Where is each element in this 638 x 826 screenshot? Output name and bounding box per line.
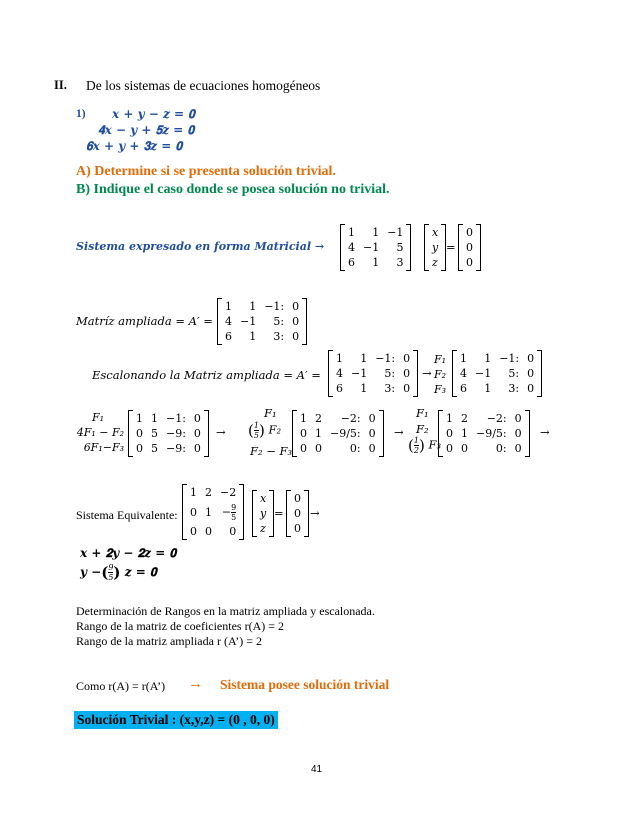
- question-a: A) Determine si se presenta solución trivial.: [76, 164, 336, 179]
- augmented-matrix: 1 1 −1: 0 4 −1 5: 0 6 1 3: 0: [217, 298, 307, 345]
- equivalente-label: Sistema Equivalente:: [76, 508, 178, 522]
- arrow-icon: →: [422, 366, 432, 380]
- problem-number: 1): [76, 108, 86, 120]
- rangos-line2: Rango de la matriz de coeficientes r(A) = 2: [76, 619, 285, 633]
- escalonando-matrix: 1 1 −1: 0 4 −1 5: 0 6 1 3: 0: [328, 350, 418, 397]
- conclusion-text: Sistema posee solución trivial: [220, 677, 390, 692]
- step2-arrow-icon: →: [394, 425, 404, 439]
- section-title: De los sistemas de ecuaciones homogéneos: [86, 78, 321, 93]
- zero-vector: 0 0 0: [458, 224, 481, 271]
- equation-3: 𝟔𝒙 + 𝒚 + 𝟑𝒛 = 𝟎: [86, 139, 183, 153]
- solution-highlight: Solución Trivial : (x,y,z) = (0 , 0, 0): [74, 711, 278, 729]
- step2-matrix: 1 2 −2: 0 0 1 −9/5: 0 0 0 0: 0: [292, 410, 384, 457]
- equivalente-arrow-icon: →: [310, 506, 320, 520]
- step1-arrow-icon: →: [216, 425, 226, 439]
- equation-1: 𝒙 + 𝒚 − 𝒛 = 𝟎: [112, 107, 195, 121]
- equivalente-vars-vector: 𝑥 𝑦 𝑧: [252, 490, 274, 537]
- step2-row3: 𝐹₂ − 𝐹₃: [250, 444, 293, 458]
- coefficient-matrix: 1 1 −1 4 −1 5 6 1 3: [340, 224, 411, 271]
- step1-matrix: 1 1 −1: 0 0 5 −9: 0 0 5 −9: 0: [128, 410, 209, 457]
- step3-arrow-icon: →: [540, 425, 550, 439]
- step3-row2: 𝐹₂: [416, 422, 429, 436]
- question-b: B) Indique el caso donde se posea solución no trivial.: [76, 182, 390, 197]
- equation-2: 𝟒𝒙 − 𝒚 + 𝟓𝒛 = 𝟎: [98, 123, 195, 137]
- row-labels: 𝐹₁ 𝐹₂ 𝐹₃: [434, 353, 447, 396]
- escalonando-label: 𝐸𝑠𝑐𝑎𝑙𝑜𝑛𝑎𝑛𝑑𝑜 𝑙𝑎 𝑀𝑎𝑡𝑟𝑖𝑧 𝑎𝑚𝑝𝑙𝑖𝑎𝑑𝑎 = 𝐴′ =: [92, 368, 321, 382]
- step2-row2: ( $\frac{1}{5}$ ) 𝐹₂: [248, 421, 282, 440]
- section-number: II.: [54, 78, 67, 92]
- matricial-label: 𝑺𝒊𝒔𝒕𝒆𝒎𝒂 𝒆𝒙𝒑𝒓𝒆𝒔𝒂𝒅𝒐 𝒆𝒏 𝒇𝒐𝒓𝒎𝒂 𝑴𝒂𝒕𝒓𝒊𝒄𝒊𝒂𝒍 →: [76, 240, 325, 253]
- conclusion-prefix: Como r(A) = r(A’): [76, 679, 166, 693]
- step3-matrix: 1 2 −2: 0 0 1 −9/5: 0 0 0 0: 0: [438, 410, 530, 457]
- escalonando-result-matrix: 1 1 −1: 0 4 −1 5: 0 6 1 3: 0: [452, 350, 542, 397]
- reduced-eq2: 𝒚 −( $\frac{9}{5}$ ) 𝒛 = 𝟎: [80, 563, 157, 582]
- rangos-line1: Determinación de Rangos en la matriz ampliada y escalonada.: [76, 604, 375, 618]
- equivalente-matrix: 1 2 −2 0 1 − $\frac{9}{5}$ 0 0 0: [182, 484, 244, 540]
- step1-row-labels: 𝐹₁ 4𝐹₁ − 𝐹₂ 6𝐹₁−𝐹₃: [76, 411, 124, 454]
- reduced-eq1: 𝒙 + 𝟐𝒚 − 𝟐𝒛 = 𝟎: [80, 546, 177, 560]
- conclusion-arrow-icon: →: [188, 676, 203, 692]
- rangos-line3: Rango de la matriz ampliada r (A’) = 2: [76, 634, 263, 648]
- document-page: II. De los sistemas de ecuaciones homogéneos 1) 𝒙 + 𝒚 − 𝒛 = 𝟎 𝟒𝒙 − 𝒚 + 𝟓𝒛 = 𝟎 𝟔𝒙 + 𝒚 + 𝟑𝒛 = 𝟎 A) Determine si se presenta solución trivial. B) Indique el caso donde se posea solución no trivial. 𝑺𝒊𝒔𝒕𝒆𝒎𝒂 𝒆𝒙𝒑𝒓𝒆𝒔𝒂𝒅𝒐 𝒆𝒏 𝒇𝒐𝒓𝒎𝒂 𝑴𝒂𝒕𝒓𝒊𝒄𝒊𝒂𝒍 → 1 1 −1 4 −1 5 6 1 3 𝑥 𝑦 𝑧 = 0 0 0 𝑀𝑎𝑡𝑟í𝑧 𝑎𝑚𝑝𝑙𝑖𝑎𝑑𝑎 = 𝐴′ = 1 1 −1: 0 4 −1 5: 0 6 1 3: 0 𝐸𝑠𝑐𝑎𝑙𝑜𝑛𝑎𝑛𝑑𝑜 𝑙𝑎 𝑀𝑎𝑡𝑟𝑖𝑧 𝑎𝑚𝑝𝑙𝑖𝑎𝑑𝑎 = 𝐴′ = 1 1 −1: 0 4 −1 5: 0 6 1 3: 0 → 𝐹₁ 𝐹₂ 𝐹₃ 1 1 −1: 0 4 −1 5: 0 6 1 3: 0 𝐹₁ 4𝐹₁ − 𝐹₂ 6𝐹₁−𝐹₃ 1 1 −1: 0 0 5 −9: 0 0 5 −9: 0 → 𝐹₁ ( $\frac{1}{5}$ ) 𝐹₂ 𝐹₂ − 𝐹₃ 1 2 −2: 0 0 1 −9/5: 0 0 0 0: 0 → 𝐹₁ 𝐹₂ ( $\frac{1}{2}$ ) 𝐹₃ 1 2 −2: 0 0 1 −9/5: 0 0 0 0: 0 → Sistema Equivalente: 1 2 −2 0 1 − $\frac{9}{5}$ 0 0 0 𝑥 𝑦 𝑧 = 0 0 0 → 𝒙 + 𝟐𝒚 − 𝟐𝒛 = 𝟎 𝒚 −( $\frac{9}{5}$ ) 𝒛 = 𝟎 Determinación de Rangos en la matriz ampliada y escalonada. Rango de la matriz de coeficientes r(A) = 2 Rango de la matriz ampliada r (A’) = 2 Como r(A) = r(A’) → Sistema posee solución trivial Solución Trivial : (x,y,z) = (0 , 0, 0) 41: [0, 0, 638, 826]
- ampliada-label: 𝑀𝑎𝑡𝑟í𝑧 𝑎𝑚𝑝𝑙𝑖𝑎𝑑𝑎 = 𝐴′ =: [76, 314, 213, 328]
- step2-row1: 𝐹₁: [264, 406, 277, 420]
- page-number: 41: [311, 764, 323, 775]
- step3-row1: 𝐹₁: [416, 406, 429, 420]
- equivalente-zero-vector: 0 0 0: [286, 490, 309, 537]
- step3-row3: ( $\frac{1}{2}$ ) 𝐹₃: [408, 436, 442, 455]
- variables-vector: 𝑥 𝑦 𝑧: [424, 224, 446, 271]
